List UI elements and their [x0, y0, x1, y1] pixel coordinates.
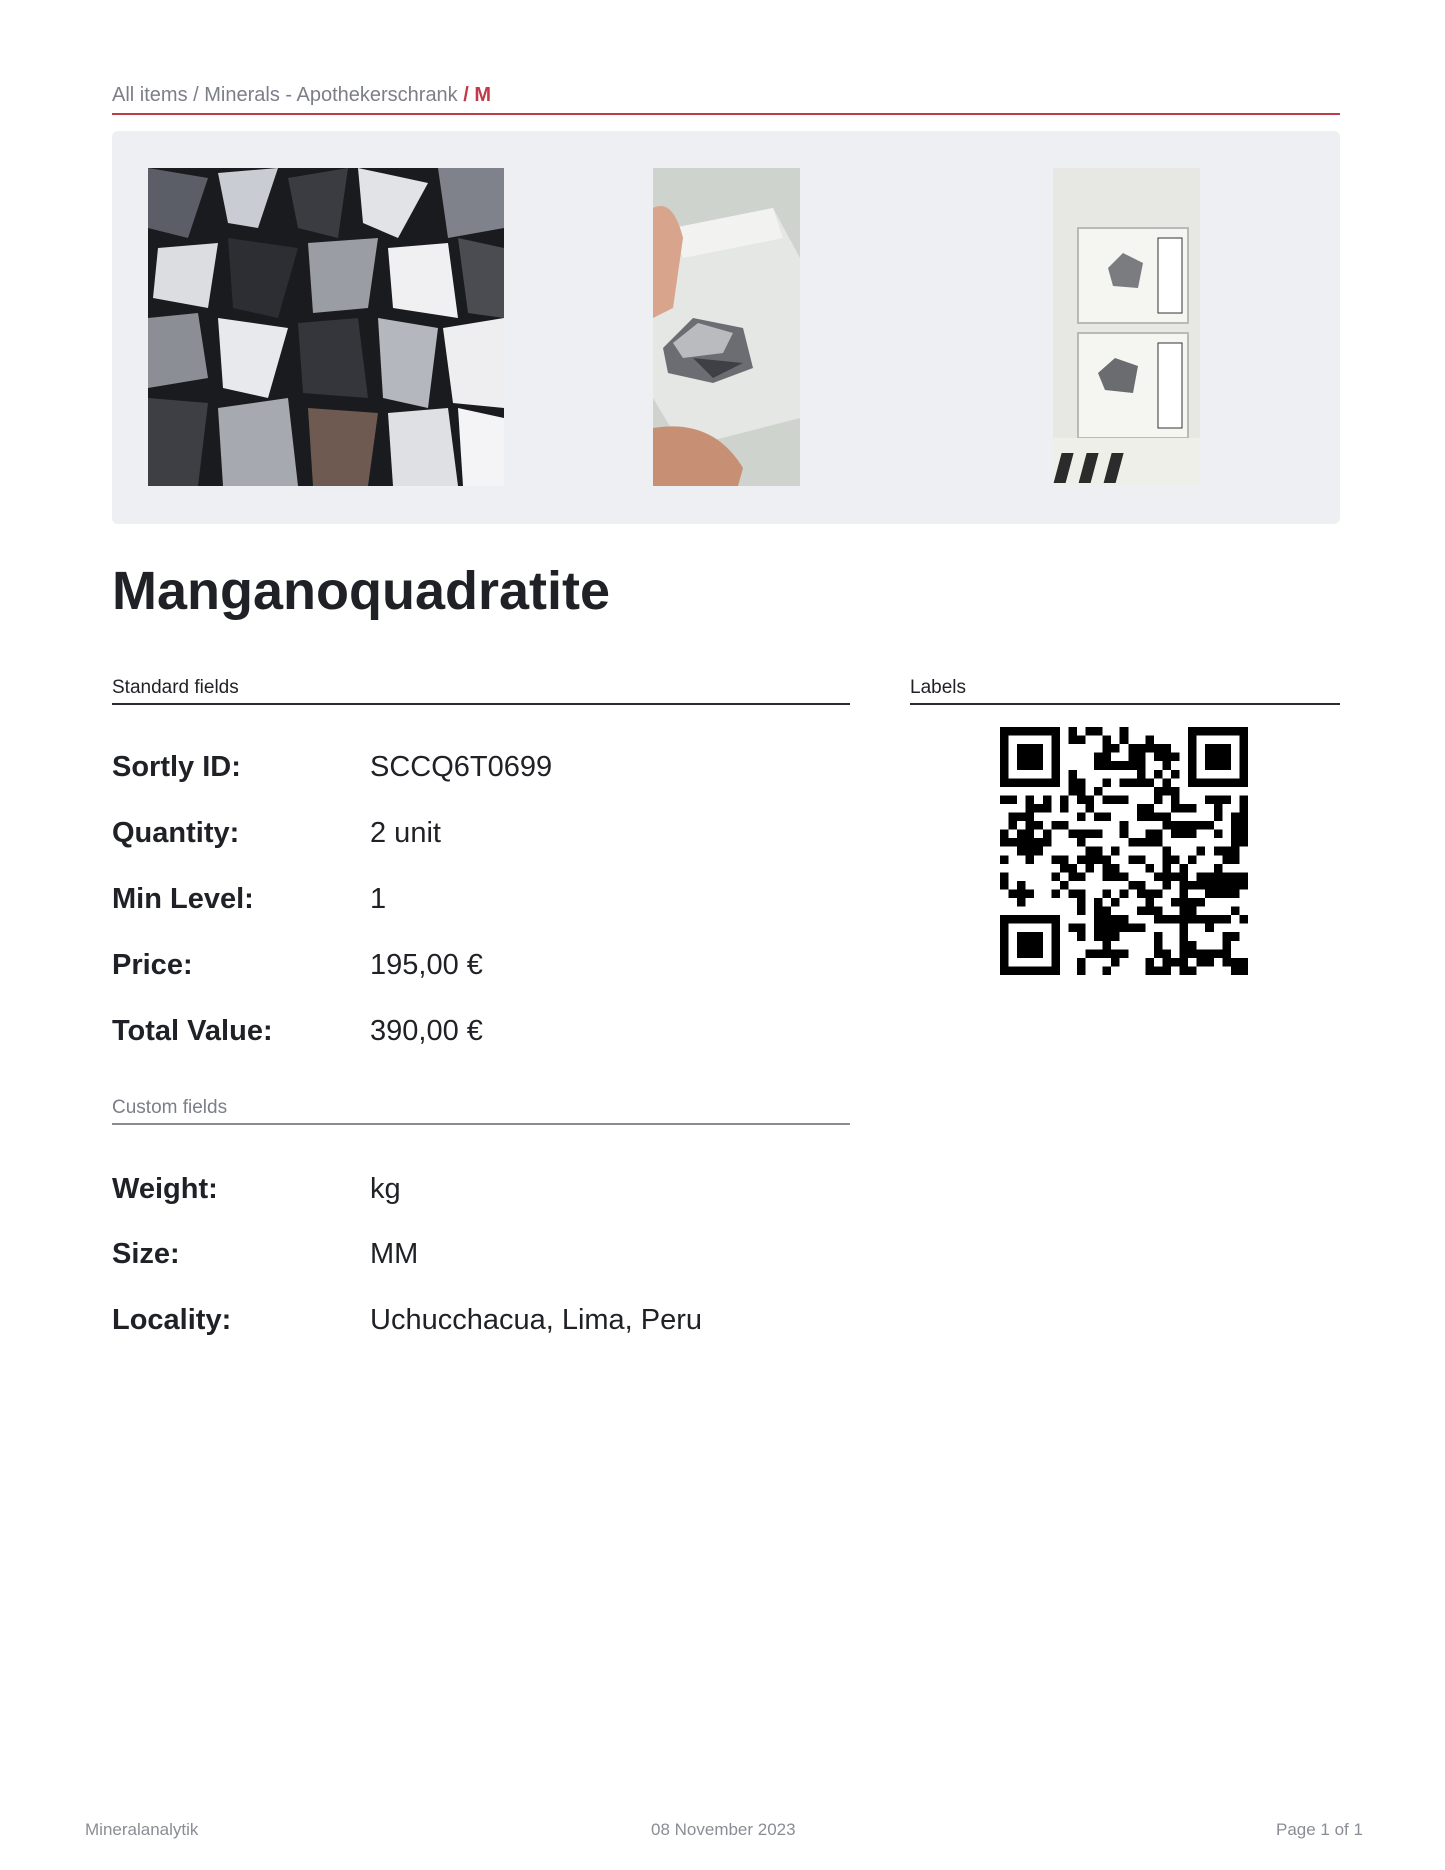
field-label: Price: [112, 949, 193, 981]
field-locality [112, 1304, 832, 1344]
labels-heading: Labels [910, 677, 1340, 705]
field-weight [112, 1173, 832, 1213]
field-label: Sortly ID: [112, 751, 241, 783]
field-label: Weight: [112, 1173, 218, 1205]
field-value: 390,00 € [370, 1015, 483, 1047]
breadcrumb [112, 84, 1340, 115]
field-label: Total Value: [112, 1015, 273, 1047]
footer-date: 08 November 2023 [651, 1820, 796, 1839]
breadcrumb-path[interactable]: All items / Minerals - Apothekerschrank [112, 84, 458, 106]
field-value: 195,00 € [370, 949, 483, 981]
field-quantity [112, 817, 832, 857]
field-min-level [112, 883, 832, 923]
field-value: 1 [370, 883, 387, 915]
field-sortly-id [112, 751, 832, 791]
two-specimen-boxes-photo[interactable] [1053, 168, 1200, 486]
qr-code-icon[interactable] [1000, 727, 1248, 975]
field-value: 2 unit [370, 817, 441, 849]
breadcrumb-current: M [474, 84, 492, 106]
field-label: Size: [112, 1238, 180, 1270]
field-total-value [112, 1015, 832, 1055]
breadcrumb-separator: / [457, 84, 475, 106]
footer-page: Page 1 of 1 [1276, 1820, 1363, 1839]
standard-fields-heading: Standard fields [112, 677, 850, 705]
item-title: Manganoquadratite [112, 561, 611, 621]
field-value: kg [370, 1173, 401, 1205]
field-label: Locality: [112, 1304, 232, 1336]
custom-fields-heading: Custom fields [112, 1097, 850, 1125]
footer-company: Mineralanalytik [85, 1820, 199, 1839]
field-value: SCCQ6T0699 [370, 751, 553, 783]
field-size [112, 1238, 832, 1278]
field-value: Uchucchacua, Lima, Peru [370, 1304, 703, 1336]
field-label: Min Level: [112, 883, 254, 915]
field-label: Quantity: [112, 817, 240, 849]
field-price [112, 949, 832, 989]
field-value: MM [370, 1238, 419, 1270]
photo-gallery [112, 131, 1340, 524]
specimen-in-box-photo[interactable] [653, 168, 800, 486]
crystal-cluster-photo[interactable] [148, 168, 504, 486]
